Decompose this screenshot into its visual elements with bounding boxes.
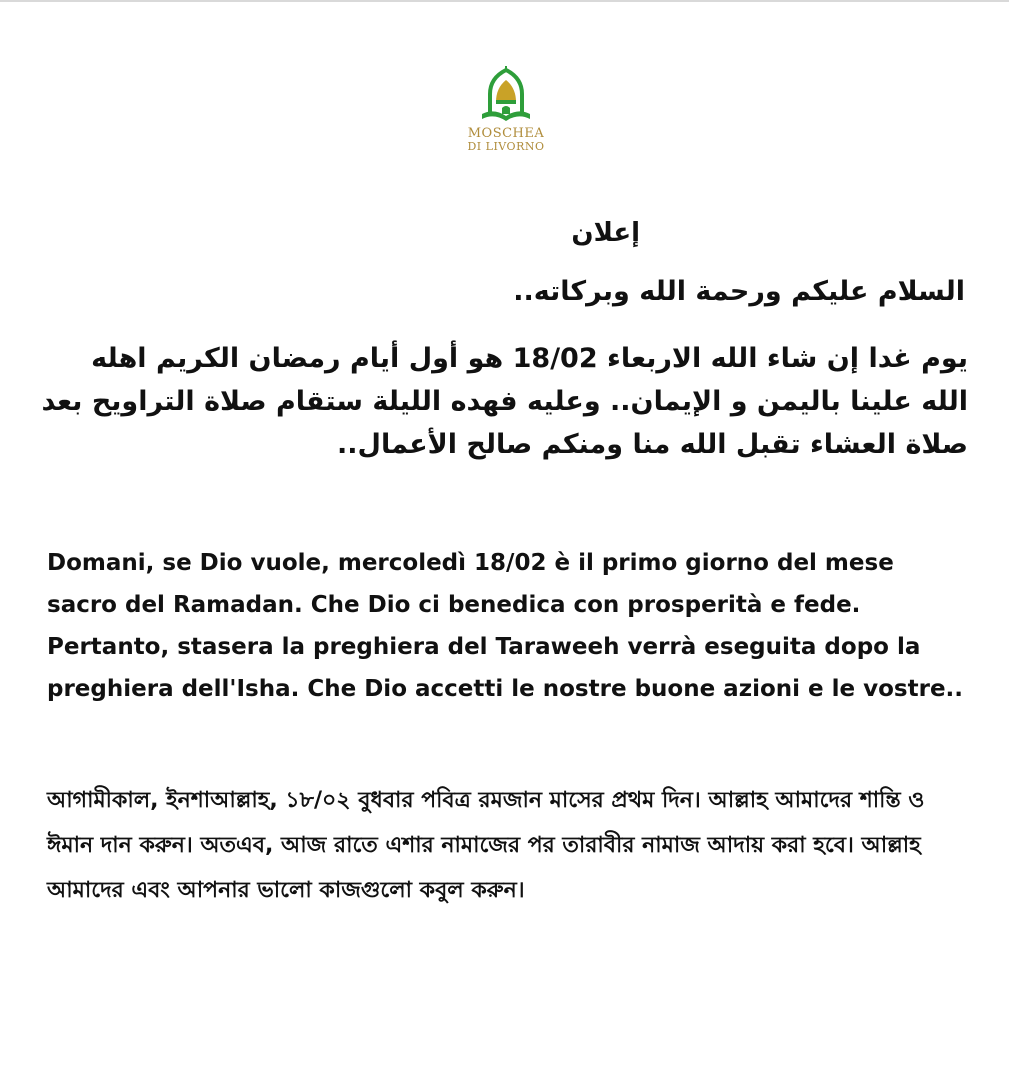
logo-title: MOSCHEA [467, 126, 545, 141]
arabic-greeting: السلام عليكم ورحمة الله وبركاته.. [513, 276, 965, 307]
bengali-announcement: আগামীকাল, ইনশাআল্লাহ, ১৮/০২ বুধবার পবিত্র রমজান মাসের প্রথম দিন। আল্লাহ আমাদের শান্তি ও ঈমান দান করুন। অতএব, আজ রাতে এশার নামাজের পর তারাবীর নামাজ আদায় করা হবে। আল্লাহ আমাদের এবং আপনার ভালো কাজগুলো কবুল করুন। [47, 788, 925, 903]
logo-subtitle: DI LIVORNO [467, 140, 545, 153]
mosque-dome-icon [476, 64, 536, 124]
top-divider [0, 0, 1009, 2]
arabic-heading: إعلان [571, 218, 640, 248]
mosque-logo [458, 64, 554, 152]
italian-announcement: Domani, se Dio vuole, mercoledì 18/02 è il primo giorno del mese sacro del Ramadan. Che Dio ci benedica con prosperità e fede. Pertanto, stasera la preghiera del Taraweeh verrà eseguita dopo la preghiera dell'Isha. Che Dio accetti le nostre buone azioni e le vostre.. [47, 550, 964, 702]
arabic-announcement: يوم غدا إن شاء الله الاربعاء 18/02 هو أول أيام رمضان الكريم اهله الله علينا باليمن و الإيمان.. وعليه فهده الليلة ستقام صلاة التراويح بعد صلاة العشاء تقبل الله منا ومنكم صالح الأعمال.. [41, 343, 968, 460]
